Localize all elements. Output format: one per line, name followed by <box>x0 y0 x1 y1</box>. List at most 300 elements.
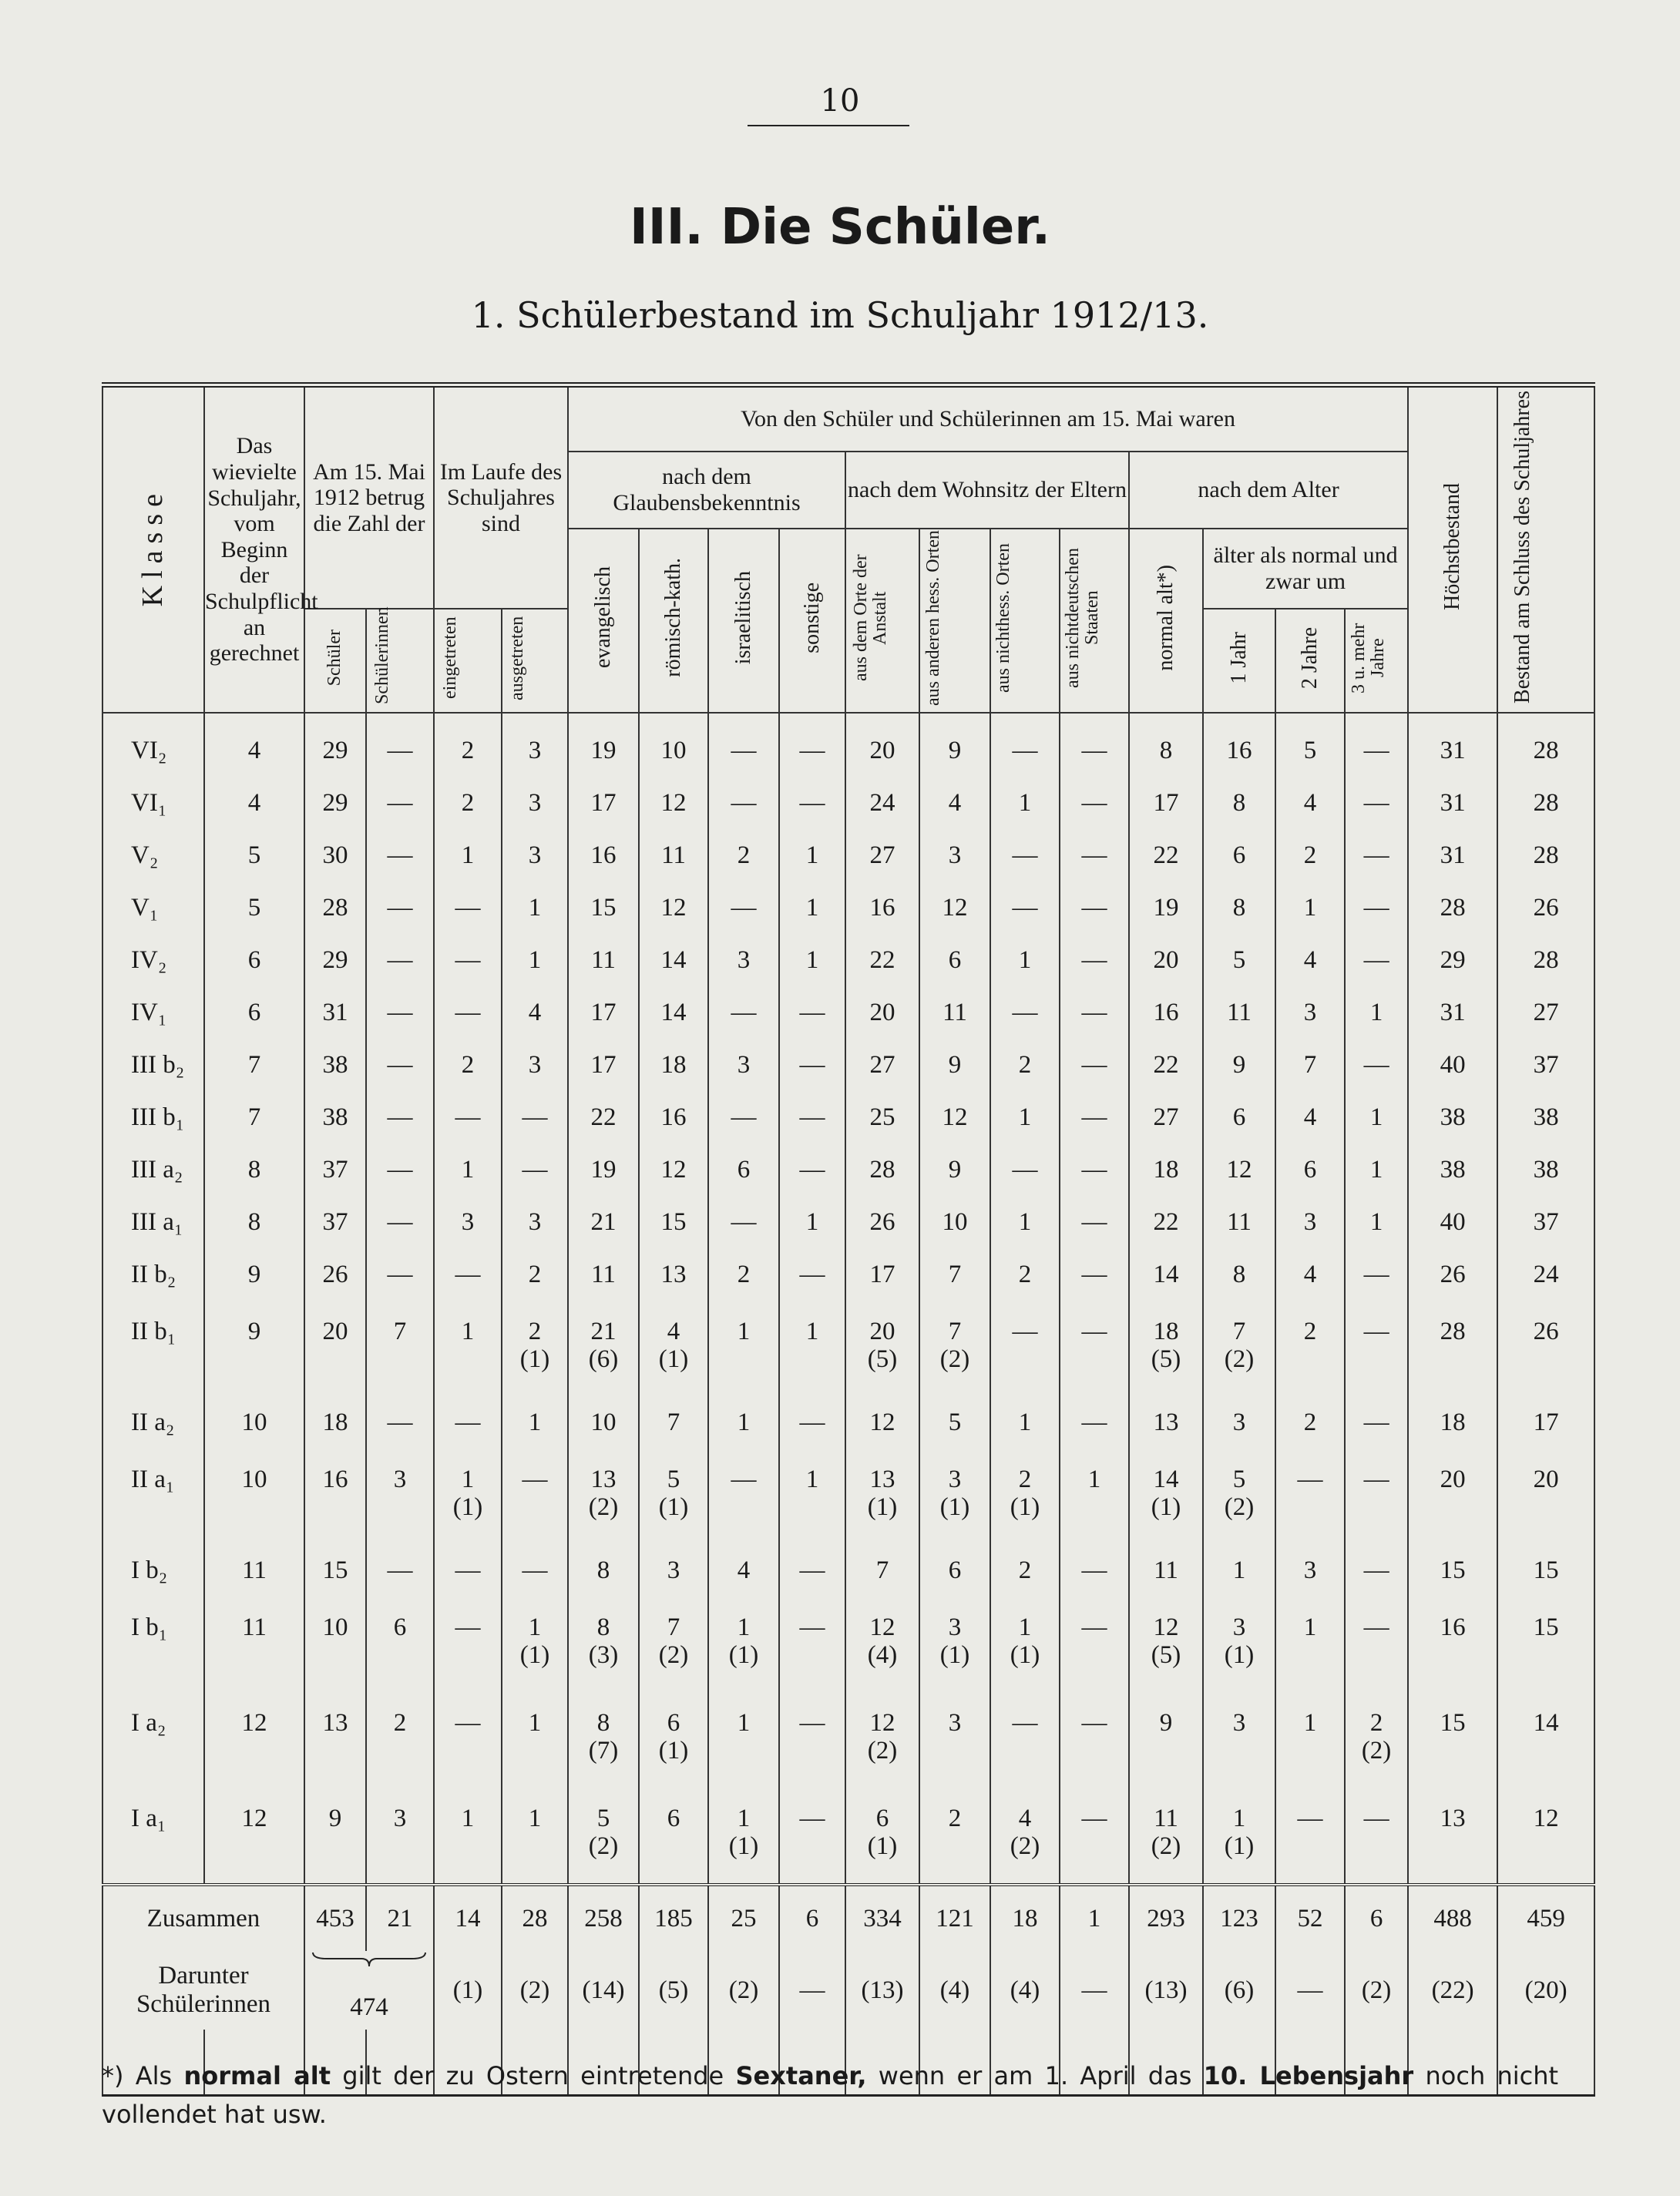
table-cell: 17 <box>568 1039 639 1091</box>
cell-girls-value: (1) <box>519 1345 550 1374</box>
table-cell: 12 <box>919 1091 990 1143</box>
table-cell <box>366 1788 434 1885</box>
table-cell: — <box>366 1396 434 1449</box>
cell-girls-value: (2) <box>1224 1493 1255 1522</box>
table-cell: (20) <box>1497 1951 1594 2030</box>
cell-value: 6 <box>667 1709 680 1738</box>
table-cell <box>304 1692 366 1788</box>
table-cell: 26 <box>1408 1248 1497 1301</box>
cell-value: 3 <box>1232 1613 1246 1642</box>
table-cell: 6 <box>708 1143 779 1196</box>
table-cell <box>502 1597 568 1692</box>
cell-value: 1 <box>737 1805 751 1833</box>
table-cell: — <box>1060 1248 1129 1301</box>
table-cell: — <box>434 1248 502 1301</box>
table-cell: 18 <box>1129 1143 1203 1196</box>
table-cell: — <box>366 934 434 986</box>
class-label: II b₁ <box>102 1301 204 1396</box>
table-cell <box>1129 1597 1203 1692</box>
table-row <box>102 986 1594 1039</box>
table-cell <box>1497 1788 1594 1885</box>
header-glaubensbekenntnis: nach dem Glaubensbekenntnis <box>568 452 845 529</box>
table-cell: — <box>502 1544 568 1597</box>
header-nichtdeutschen: aus nichtdeutschen Staaten <box>1060 529 1129 714</box>
table-row <box>102 1396 1594 1449</box>
table-cell: 4 <box>708 1544 779 1597</box>
table-cell <box>1408 1788 1497 1885</box>
table-cell: 2 <box>1275 829 1345 881</box>
table-cell <box>1345 1788 1408 1885</box>
table-cell: — <box>366 777 434 829</box>
table-cell: 24 <box>845 777 919 829</box>
table-cell: 2 <box>1275 1396 1345 1449</box>
table-cell: 11 <box>204 1544 304 1597</box>
cell-girls-value: (2) <box>867 1737 898 1765</box>
table-cell <box>1060 1788 1129 1885</box>
cell-value: 20 <box>322 1318 348 1346</box>
cell-value: — <box>731 1466 757 1494</box>
table-cell: 22 <box>1129 1196 1203 1248</box>
table-cell: 28 <box>1497 777 1594 829</box>
table-cell: 9 <box>919 713 990 777</box>
cell-girls-value: (1) <box>1010 1493 1040 1522</box>
table-cell: 17 <box>568 986 639 1039</box>
table-cell: 1 <box>990 1196 1060 1248</box>
class-label: VI₁ <box>102 777 204 829</box>
table-cell: 37 <box>1497 1039 1594 1091</box>
header-hoechstbestand: Höchstbestand <box>1408 385 1497 714</box>
table-cell: 1 <box>434 829 502 881</box>
table-cell: 7 <box>1275 1039 1345 1091</box>
table-cell: 28 <box>1497 713 1594 777</box>
table-cell: — <box>990 1143 1060 1196</box>
table-cell: 1 <box>1345 1091 1408 1143</box>
table-cell: (5) <box>639 1951 708 2030</box>
cell-girls-value: (1) <box>1224 1641 1255 1670</box>
table-cell: 1 <box>990 1396 1060 1449</box>
table-cell <box>919 1692 990 1788</box>
table-cell: 3 <box>1203 1396 1275 1449</box>
table-cell: 185 <box>639 1885 708 1951</box>
cell-value: 1 <box>1303 1709 1317 1738</box>
cell-value: — <box>1297 1805 1323 1833</box>
table-cell: 1 <box>990 1091 1060 1143</box>
table-cell: — <box>779 713 845 777</box>
cell-value: — <box>455 1709 481 1738</box>
table-cell: 15 <box>1408 1544 1497 1597</box>
table-cell: 4 <box>1275 777 1345 829</box>
table-cell: 3 <box>502 829 568 881</box>
table-cell: 37 <box>304 1143 366 1196</box>
table-cell: 7 <box>919 1248 990 1301</box>
cell-girls-value: (5) <box>867 1345 898 1374</box>
table-cell <box>1060 1301 1129 1396</box>
table-cell <box>779 1301 845 1396</box>
table-cell: 22 <box>1129 1039 1203 1091</box>
table-cell: — <box>779 1951 845 2030</box>
table-cell: 3 <box>708 1039 779 1091</box>
table-row <box>102 713 1594 777</box>
table-cell: 20 <box>1129 934 1203 986</box>
table-cell: 29 <box>1408 934 1497 986</box>
table-cell: 1 <box>502 934 568 986</box>
page-number: 10 <box>820 83 860 119</box>
table-cell: 9 <box>919 1039 990 1091</box>
table-cell: 6 <box>919 1544 990 1597</box>
cell-value: 11 <box>1154 1805 1178 1833</box>
table-cell: — <box>779 1039 845 1091</box>
table-cell: — <box>366 1196 434 1248</box>
cell-value: — <box>1081 1318 1107 1346</box>
table-cell: 2 <box>990 1039 1060 1091</box>
cell-value: 12 <box>1153 1613 1179 1642</box>
table-cell: — <box>1345 1396 1408 1449</box>
table-cell <box>434 1788 502 1885</box>
cell-value: 20 <box>1533 1466 1559 1494</box>
cell-value: 5 <box>667 1466 680 1494</box>
table-cell: 29 <box>304 934 366 986</box>
page-number-rule <box>748 125 909 126</box>
header-3-jahre: 3 u. mehr Jahre <box>1345 609 1408 713</box>
table-cell: 38 <box>1408 1143 1497 1196</box>
cell-value: 7 <box>948 1318 962 1346</box>
table-cell: 8 <box>1203 777 1275 829</box>
table-cell: — <box>434 1091 502 1143</box>
table-cell: 3 <box>1275 986 1345 1039</box>
table-cell: 15 <box>639 1196 708 1248</box>
table-cell: — <box>1060 1039 1129 1091</box>
table-cell <box>366 1597 434 1692</box>
cell-girls-value: (1) <box>519 1641 550 1670</box>
table-cell: 28 <box>845 1143 919 1196</box>
table-cell: 15 <box>1497 1544 1594 1597</box>
table-cell: 9 <box>204 1248 304 1301</box>
table-cell: 1 <box>1275 881 1345 934</box>
table-cell: 14 <box>1129 1248 1203 1301</box>
cell-value: — <box>455 1613 481 1642</box>
cell-girls-value: (2) <box>1361 1737 1392 1765</box>
table-cell: 17 <box>568 777 639 829</box>
table-cell: 22 <box>845 934 919 986</box>
table-cell: 5 <box>204 829 304 881</box>
table-cell: 3 <box>502 713 568 777</box>
table-cell: — <box>779 986 845 1039</box>
table-cell: — <box>990 713 1060 777</box>
table-cell: — <box>708 777 779 829</box>
table-cell <box>1497 1597 1594 1692</box>
table-row <box>102 1449 1594 1544</box>
table-cell: 5 <box>919 1396 990 1449</box>
class-label: II b₂ <box>102 1248 204 1301</box>
table-cell: 9 <box>919 1143 990 1196</box>
cell-value: 26 <box>1533 1318 1559 1346</box>
class-label: III a₂ <box>102 1143 204 1196</box>
cell-value: 1 <box>1303 1613 1317 1642</box>
table-cell: — <box>1345 1544 1408 1597</box>
table-cell: 9 <box>1203 1039 1275 1091</box>
cell-girls-value: (1) <box>939 1493 970 1522</box>
table-cell <box>845 1692 919 1788</box>
table-cell: — <box>1345 829 1408 881</box>
table-cell: — <box>1345 777 1408 829</box>
table-cell: 27 <box>845 829 919 881</box>
header-anderen-hess: aus anderen hess. Orten <box>919 529 990 714</box>
table-cell <box>304 1449 366 1544</box>
table-cell <box>1275 1301 1345 1396</box>
table-cell: 40 <box>1408 1039 1497 1091</box>
cell-value: — <box>1081 1613 1107 1642</box>
class-label: II a₂ <box>102 1396 204 1449</box>
table-cell: 1 <box>990 777 1060 829</box>
table-cell: — <box>990 829 1060 881</box>
table-cell: 31 <box>304 986 366 1039</box>
table-cell: — <box>1275 1951 1345 2030</box>
cell-value: 14 <box>1153 1466 1179 1494</box>
table-cell: — <box>366 829 434 881</box>
table-cell: 5 <box>1275 713 1345 777</box>
cell-value: 28 <box>1440 1318 1466 1346</box>
header-im-laufe: Im Laufe des Schuljahres sind <box>434 385 568 609</box>
table-cell <box>204 1301 304 1396</box>
table-cell: 6 <box>204 934 304 986</box>
cell-girls-value: (1) <box>1010 1641 1040 1670</box>
table-cell: 11 <box>1129 1544 1203 1597</box>
table-cell <box>990 1788 1060 1885</box>
cell-value: 15 <box>1533 1613 1559 1642</box>
cell-value: 13 <box>590 1466 617 1494</box>
class-label: IV₁ <box>102 986 204 1039</box>
table-cell: 1 <box>779 881 845 934</box>
table-cell: 3 <box>502 777 568 829</box>
table-cell: 31 <box>1408 777 1497 829</box>
table-cell: 6 <box>204 986 304 1039</box>
table-cell: 11 <box>639 829 708 881</box>
cell-value: — <box>799 1613 825 1642</box>
table-cell <box>1060 1449 1129 1544</box>
table-cell: 31 <box>1408 986 1497 1039</box>
cell-girls-value: (2) <box>1010 1832 1040 1861</box>
table-cell <box>639 1692 708 1788</box>
table-body <box>102 713 1594 1885</box>
cell-value: 1 <box>528 1805 542 1833</box>
table-row <box>102 1788 1594 1885</box>
table-cell: 12 <box>919 881 990 934</box>
table-cell: 4 <box>1275 1091 1345 1143</box>
table-cell: 19 <box>568 713 639 777</box>
table-cell: 4 <box>204 713 304 777</box>
table-cell: 453 <box>304 1885 366 1951</box>
table-cell: 27 <box>1129 1091 1203 1143</box>
table-cell: 37 <box>1497 1196 1594 1248</box>
table-cell <box>1345 1597 1408 1692</box>
table-cell: 21 <box>568 1196 639 1248</box>
cell-value: 16 <box>322 1466 348 1494</box>
cell-girls-value: (2) <box>588 1493 619 1522</box>
table-cell <box>708 1692 779 1788</box>
table-cell: 11 <box>1203 986 1275 1039</box>
table-cell: 19 <box>568 1143 639 1196</box>
table-row <box>102 1692 1594 1788</box>
page-title: III. Die Schüler. <box>629 199 1051 256</box>
table-cell: 6 <box>919 934 990 986</box>
table-cell: — <box>1345 1248 1408 1301</box>
table-cell: 459 <box>1497 1885 1594 1951</box>
table-cell: — <box>434 1544 502 1597</box>
table-cell: 5 <box>204 881 304 934</box>
girls-row <box>102 1951 1594 2030</box>
table-cell <box>639 1788 708 1885</box>
table-cell <box>304 1301 366 1396</box>
cell-value: 20 <box>1440 1466 1466 1494</box>
header-schueler: Schüler <box>304 609 366 713</box>
table-cell: — <box>366 1143 434 1196</box>
table-cell: 25 <box>708 1885 779 1951</box>
class-label: I a₁ <box>102 1788 204 1885</box>
table-cell: 19 <box>1129 881 1203 934</box>
table-cell: 13 <box>639 1248 708 1301</box>
cell-girls-value: (1) <box>658 1493 689 1522</box>
cell-value: 1 <box>737 1318 751 1346</box>
cell-value: 1 <box>1232 1805 1246 1833</box>
cell-value: 21 <box>590 1318 617 1346</box>
class-label: V₁ <box>102 881 204 934</box>
table-cell: (1) <box>434 1951 502 2030</box>
table-cell: — <box>366 1039 434 1091</box>
table-cell <box>845 1449 919 1544</box>
table-cell <box>1408 1301 1497 1396</box>
table-cell <box>779 1692 845 1788</box>
table-cell: — <box>366 881 434 934</box>
cell-value: — <box>522 1466 548 1494</box>
table-cell <box>1275 1692 1345 1788</box>
cell-value: 9 <box>247 1318 261 1346</box>
cell-value: 18 <box>1153 1318 1179 1346</box>
table-cell <box>1275 1597 1345 1692</box>
table-cell: 7 <box>204 1091 304 1143</box>
table-cell <box>1129 1788 1203 1885</box>
table-cell: 3 <box>708 934 779 986</box>
cell-value: 9 <box>328 1805 342 1833</box>
table-cell: 30 <box>304 829 366 881</box>
cell-girls-value: (2) <box>939 1345 970 1374</box>
table-cell <box>919 1301 990 1396</box>
table-cell <box>1203 1692 1275 1788</box>
table-cell: 1 <box>990 934 1060 986</box>
cell-girls-value: (5) <box>1151 1345 1181 1374</box>
table-cell: — <box>1060 934 1129 986</box>
table-row <box>102 829 1594 881</box>
table-cell <box>1275 1788 1345 1885</box>
table-cell: — <box>434 1396 502 1449</box>
table-cell: — <box>1060 1544 1129 1597</box>
table-cell: 28 <box>1408 881 1497 934</box>
table-cell: — <box>502 1091 568 1143</box>
cell-value: 4 <box>667 1318 680 1346</box>
table-row <box>102 1301 1594 1396</box>
table-cell: 27 <box>845 1039 919 1091</box>
table-cell: 11 <box>568 934 639 986</box>
header-1-jahr: 1 Jahr <box>1203 609 1275 713</box>
table-cell: 20 <box>845 713 919 777</box>
cell-value: — <box>1363 1318 1389 1346</box>
table-cell: 14 <box>434 1885 502 1951</box>
table-cell: 29 <box>304 777 366 829</box>
table-cell <box>502 1301 568 1396</box>
table-cell: 15 <box>568 881 639 934</box>
table-cell <box>708 1788 779 1885</box>
cell-value: 3 <box>393 1805 407 1833</box>
table-cell: (2) <box>1345 1951 1408 2030</box>
brace-icon <box>311 1951 427 1968</box>
cell-value: 1 <box>528 1613 542 1642</box>
table-cell: 11 <box>568 1248 639 1301</box>
cell-value: — <box>1081 1709 1107 1738</box>
table-cell: — <box>1345 881 1408 934</box>
table-cell: — <box>1060 777 1129 829</box>
table-cell <box>1345 1449 1408 1544</box>
table-cell: (13) <box>1129 1951 1203 2030</box>
table-row <box>102 1544 1594 1597</box>
cell-value: — <box>1363 1805 1389 1833</box>
table-cell: — <box>366 986 434 1039</box>
table-cell: — <box>779 1544 845 1597</box>
table-cell: — <box>1060 1196 1129 1248</box>
cell-value: 13 <box>322 1709 348 1738</box>
table-cell <box>204 1449 304 1544</box>
cell-value: — <box>1297 1466 1323 1494</box>
header-aelter: älter als normal und zwar um <box>1203 529 1408 609</box>
table-cell: 14 <box>639 934 708 986</box>
table-cell: — <box>779 777 845 829</box>
cell-value: — <box>1363 1466 1389 1494</box>
table-cell: — <box>366 713 434 777</box>
table-cell <box>1129 1301 1203 1396</box>
cell-value: — <box>1012 1318 1038 1346</box>
cell-girls-value: (1) <box>728 1832 759 1861</box>
table-cell: 4 <box>502 986 568 1039</box>
cell-value: 3 <box>948 1466 962 1494</box>
table-cell <box>1408 1597 1497 1692</box>
table-cell: — <box>708 881 779 934</box>
header-normal-alt: normal alt*) <box>1129 529 1203 714</box>
table-cell: 6 <box>1275 1143 1345 1196</box>
table-cell <box>434 1301 502 1396</box>
class-label: I b₂ <box>102 1544 204 1597</box>
table-cell: — <box>708 986 779 1039</box>
table-cell: 40 <box>1408 1196 1497 1248</box>
header-roemisch: römisch-kath. <box>639 529 708 714</box>
cell-value: 3 <box>393 1466 407 1494</box>
table-cell: 28 <box>502 1885 568 1951</box>
class-label: III a₁ <box>102 1196 204 1248</box>
cell-value: 13 <box>1440 1805 1466 1833</box>
cell-value: 1 <box>461 1466 475 1494</box>
cell-value: 7 <box>667 1613 680 1642</box>
table-cell <box>1345 1301 1408 1396</box>
header-alter: nach dem Alter <box>1129 452 1408 529</box>
table-cell: 26 <box>304 1248 366 1301</box>
table-cell: — <box>990 986 1060 1039</box>
table-cell <box>204 1788 304 1885</box>
cell-girls-value: (2) <box>588 1832 619 1861</box>
cell-girls-value: (1) <box>658 1737 689 1765</box>
table-cell: 123 <box>1203 1885 1275 1951</box>
table-cell <box>708 1301 779 1396</box>
header-schuelerinnen: Schülerinnen <box>366 609 434 713</box>
table-cell: 1 <box>1345 1196 1408 1248</box>
cell-value: 2 <box>948 1805 962 1833</box>
table-cell: 10 <box>568 1396 639 1449</box>
